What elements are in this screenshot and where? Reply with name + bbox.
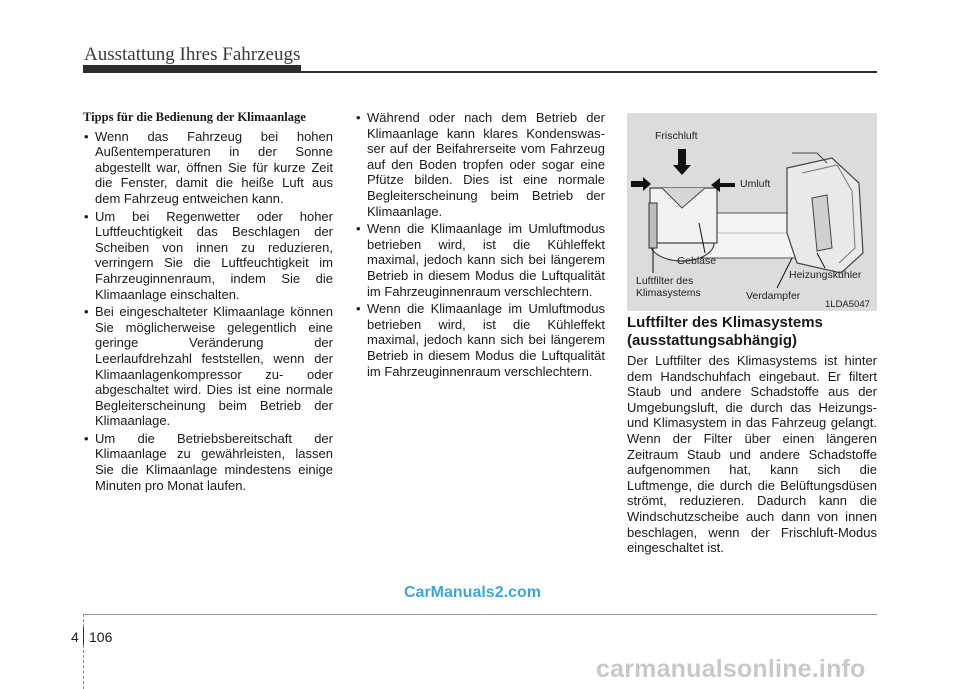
page-header-title: Ausstattung Ihres Fahrzeugs [84,44,301,65]
section-title [627,314,877,349]
chapter-number: 4 [71,629,79,645]
list-item: • Um die Betriebsbereitschaft der Klimaanlage zu gewährleisten, lassen Sie die Klimaanlage mindestens einige Minuten pro Monat laufen. [83,431,333,493]
figure-code: 1LDA5047 [825,299,870,310]
footer-margin-line [83,614,84,689]
label-geblaese: Gebläse [677,255,717,267]
page-number: 106 [89,629,113,645]
label-luftfilter-line1: Luftfilter des [636,275,694,287]
section-title-line1: Luftfilter des Klimasystems [627,314,823,331]
list-item: • Um bei Regenwetter oder hoher Luftfeuchtigkeit das Beschlagen der Scheiben von innen zu reduzieren, verringern Sie die Luftfeuchtigkeit im Fahrzeuginnenraum, indem Sie die Klimaanlage einschalten. [83,209,333,303]
label-verdampfer: Verdampfer [746,290,801,302]
footer-rule [83,614,877,615]
label-luftfilter-line2: Klimasystems [636,287,701,299]
page-number-divider [83,627,84,645]
label-heizungskuehler: Heizungskühler [789,269,862,281]
tips-list [83,129,333,494]
list-item: • Wenn das Fahrzeug bei hohen Außentemperaturen in der Sonne abgestellt war, öffnen Sie für kurze Zeit die Fenster, damit die heiße Luft aus dem Fahrzeug entweichen kann. [83,129,333,207]
list-item: • Wenn die Klimaanlage im Umluftmodus betrieben wird, ist die Kühleffekt maximal, jedoch kann sich bei längerem Betrieb in diesem Modus die Luftqualität im Fahrzeuginnenraum verschlechtern. [355,221,605,299]
label-umluft: Umluft [740,178,771,190]
label-frischluft: Frischluft [655,130,698,142]
watermark-link[interactable]: CarManuals2.com [404,584,541,601]
header-rule [83,71,877,73]
tips-list-2 [355,110,605,379]
column-tips-continued [355,110,605,381]
list-item: • Wenn die Klimaanlage im Umluftmodus betrieben wird, ist die Kühleffekt maximal, jedoch kann sich bei längerem Betrieb in diesem Modus die Luftqualität im Fahrzeuginnenraum verschlechtern. [355,301,605,379]
tips-title: Tipps für die Bedienung der Klimaanlage [83,110,306,124]
footer-watermark: carmanualsonline.info [596,655,866,683]
list-item: • Bei eingeschalteter Klimaanlage können Sie möglicherweise gelegentlich eine geringe Veränderung der Leerlaufdrehzahl feststellen, wenn der Klimaanlagenkompressor zu- oder abgeschaltet wird. Dies ist eine normale Begleiterscheinung beim Betrieb der Klimaanlage. [83,304,333,429]
list-item: • Während oder nach dem Betrieb der Klimaanlage kann klares Kondenswas-ser auf der Beifahrerseite vom Fahrzeug auf den Boden tropfen oder sogar eine Pfütze bilden. Dies ist eine normale Begleiterscheinung beim Betrieb der Klimaanlage. [355,110,605,219]
section-title-line2: (ausstattungsabhängig) [627,331,798,349]
air-filter-diagram [627,113,877,311]
column-section [627,314,877,556]
column-tips [83,110,333,495]
section-body: Der Luftfilter des Klimasystems ist hinter dem Handschuhfach eingebaut. Er filtert Staub und andere Schadstoffe aus der Umgebungsluft, die durch das Heizungs- und Klimasystem in das Fahrzeug gelangt. Wenn der Filter über einen längeren Zeitraum Staub und andere Schadstoffe aufgenommen hat, kann sich die Luftmenge, die durch die Belüftungsdüsen strömt, reduzieren. Dadurch kann die Windschutzscheibe auch dann von innen beschlagen, wenn der Frischluft-Modus eingeschaltet ist. [627,353,877,556]
